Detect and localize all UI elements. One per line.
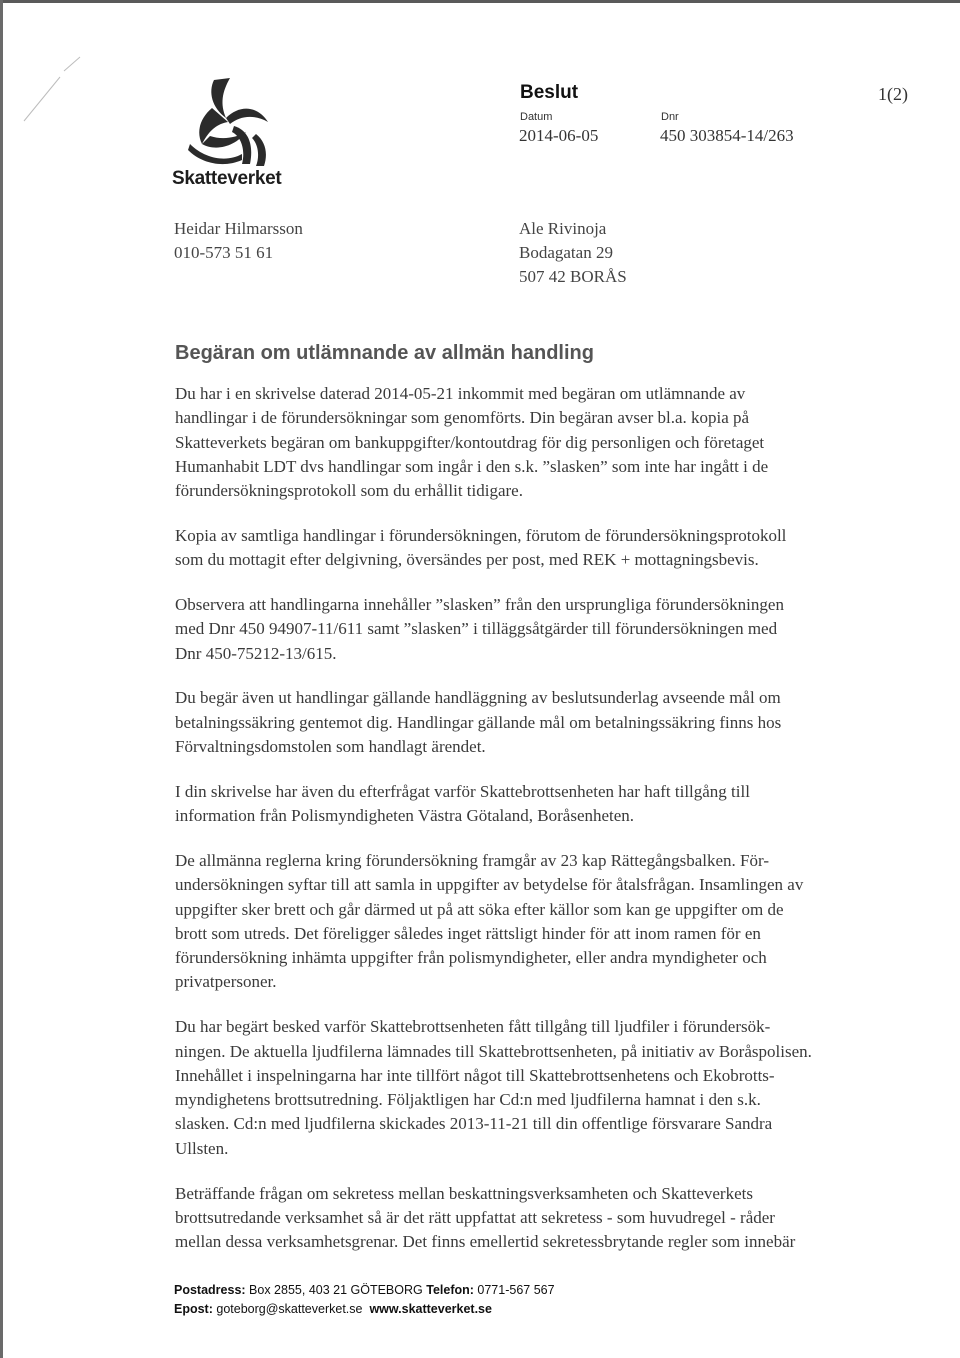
footer-line-2 xyxy=(174,1300,555,1319)
paragraph-line: Humanhabit LDT dvs handlingar som ingår i den s.k. ”slasken” som inte har ingått i de xyxy=(175,456,769,476)
recipient-address xyxy=(519,217,627,289)
paragraph-line: handlingar i de förundersökningar som genomförts. Din begäran avser bl.a. kopia på xyxy=(175,408,750,428)
paragraph-line: förundersökningsprotokoll som du erhållit tidigare. xyxy=(175,481,523,501)
paragraph-line: slasken. Cd:n med ljudfilerna skickades 2013-11-21 till din offentlige försvarare Sandra xyxy=(175,1114,773,1134)
paragraph-line: betalningssäkring gentemot dig. Handlingar gällande mål om betalningssäkring finns hos xyxy=(175,712,782,732)
paragraph-line: undersökningen syftar till att samla in uppgifter av betydelse för åtalsfrågan. Insamlingen av xyxy=(175,875,804,895)
footer-line-1 xyxy=(174,1281,555,1300)
paragraph-line: som du mottagit efter delgivning, översändes per post, med REK + mottagningsbevis. xyxy=(175,550,759,570)
paragraph-line: Du har begärt besked varför Skattebrottsenheten fått tillgång till ljudfiler i förundersök- xyxy=(175,1017,771,1037)
datum-label: Datum xyxy=(520,111,553,123)
paragraph-line: I din skrivelse har även du efterfrågat varför Skattebrottsenheten har haft tillgång till xyxy=(175,781,750,801)
paragraph xyxy=(175,382,880,503)
paragraph-line: med Dnr 450 94907-11/611 samt ”slasken” i tilläggsåtgärder till förundersökningen med xyxy=(175,619,778,639)
paragraph xyxy=(175,524,880,573)
sender-block xyxy=(174,217,303,265)
dnr-label: Dnr xyxy=(661,111,679,123)
paragraph-line: Kopia av samtliga handlingar i förundersökningen, förutom de förundersökningsprotokoll xyxy=(175,525,787,545)
paragraph-line: information från Polismyndigheten Västra Götaland, Boråsenheten. xyxy=(175,806,635,826)
paragraph-line: De allmänna reglerna kring förundersökning framgår av 23 kap Rättegångsbalken. För- xyxy=(175,850,769,870)
letter-body xyxy=(175,382,880,1254)
paragraph-line: Ullsten. xyxy=(175,1138,229,1158)
paragraph-line: uppgifter sker brett och går därmed ut på att söka efter källor som kan ge uppgifter om de xyxy=(175,899,784,919)
telefon-value: 0771-567 567 xyxy=(477,1283,555,1297)
website-link[interactable]: www.skatteverket.se xyxy=(369,1302,492,1316)
telefon-label: Telefon: xyxy=(426,1283,474,1297)
postadress-value: Box 2855, 403 21 GÖTEBORG xyxy=(249,1283,423,1297)
paragraph-line: Observera att handlingarna innehåller ”slasken” från den ursprungliga förundersökningen xyxy=(175,595,784,615)
paragraph xyxy=(175,780,880,829)
document-type: Beslut xyxy=(520,82,579,103)
dnr-value: 450 303854-14/263 xyxy=(660,126,794,145)
page-edge xyxy=(0,0,960,3)
paragraph-line: Du har i en skrivelse daterad 2014-05-21 inkommit med begäran om utlämnande av xyxy=(175,384,746,403)
postadress-label: Postadress: xyxy=(174,1283,246,1297)
page-number: 1(2) xyxy=(878,84,908,104)
paragraph xyxy=(175,686,880,759)
paragraph-line: Dnr 450-75212-13/615. xyxy=(175,643,337,663)
paragraph xyxy=(175,1015,880,1161)
paragraph-line: Innehållet i inspelningarna har inte tillfört något till Skattebrottsenhetens och Ekobrotts- xyxy=(175,1065,775,1085)
recipient-street: Bodagatan 29 xyxy=(519,243,613,262)
logo-wordmark: Skatteverket xyxy=(172,168,282,189)
skatteverket-crown-swirl-icon xyxy=(182,74,282,170)
paragraph-line: förundersökning inhämta uppgifter från polismyndigheter, eller andra myndigheter och xyxy=(175,948,767,968)
paragraph-line: brottsutredande verksamhet så är det rätt uppfattat att sekretess - som huvudregel - råder xyxy=(175,1207,775,1227)
paragraph-line: Förvaltningsdomstolen som handlagt ärendet. xyxy=(175,737,486,757)
skatteverket-logo xyxy=(172,74,297,199)
footer xyxy=(174,1281,555,1319)
paragraph-line: Beträffande frågan om sekretess mellan beskattningsverksamheten och Skatteverkets xyxy=(175,1183,753,1203)
paragraph-line: privatpersoner. xyxy=(175,972,277,992)
sender-phone: 010-573 51 61 xyxy=(174,243,274,262)
sender-name: Heidar Hilmarsson xyxy=(174,219,303,238)
paragraph xyxy=(175,849,880,995)
paragraph xyxy=(175,1182,880,1255)
recipient-name: Ale Rivinoja xyxy=(519,219,607,238)
paragraph-line: mellan dessa verksamhetsgrenar. Det finns emellertid sekretessbrytande regler som innebär xyxy=(175,1232,796,1252)
recipient-city: 507 42 BORÅS xyxy=(519,267,627,286)
paragraph-line: Du begär även ut handlingar gällande handläggning av beslutsunderlag avseende mål om xyxy=(175,688,781,708)
paragraph-line: ningen. De aktuella ljudfilerna lämnades till Skattebrottsenheten, på initiativ av Boråspolisen. xyxy=(175,1041,812,1061)
paragraph-line: Skatteverkets begäran om bankuppgifter/kontoutdrag för dig personligen och företaget xyxy=(175,432,765,452)
paragraph xyxy=(175,593,880,666)
pencil-scribble xyxy=(20,55,90,125)
paragraph-line: myndighetens brottsutredning. Följaktligen har Cd:n med ljudfilerna hamnat i den s.k. xyxy=(175,1090,761,1110)
letter-heading: Begäran om utlämnande av allmän handling xyxy=(175,342,594,364)
page-edge-left xyxy=(0,0,3,1358)
paragraph-line: brott som utreds. Det föreligger således inget rättsligt hinder för att inom ramen för en xyxy=(175,923,761,943)
epost-label: Epost: xyxy=(174,1302,213,1316)
epost-value[interactable]: goteborg@skatteverket.se xyxy=(216,1302,363,1316)
datum-value: 2014-06-05 xyxy=(519,126,599,145)
